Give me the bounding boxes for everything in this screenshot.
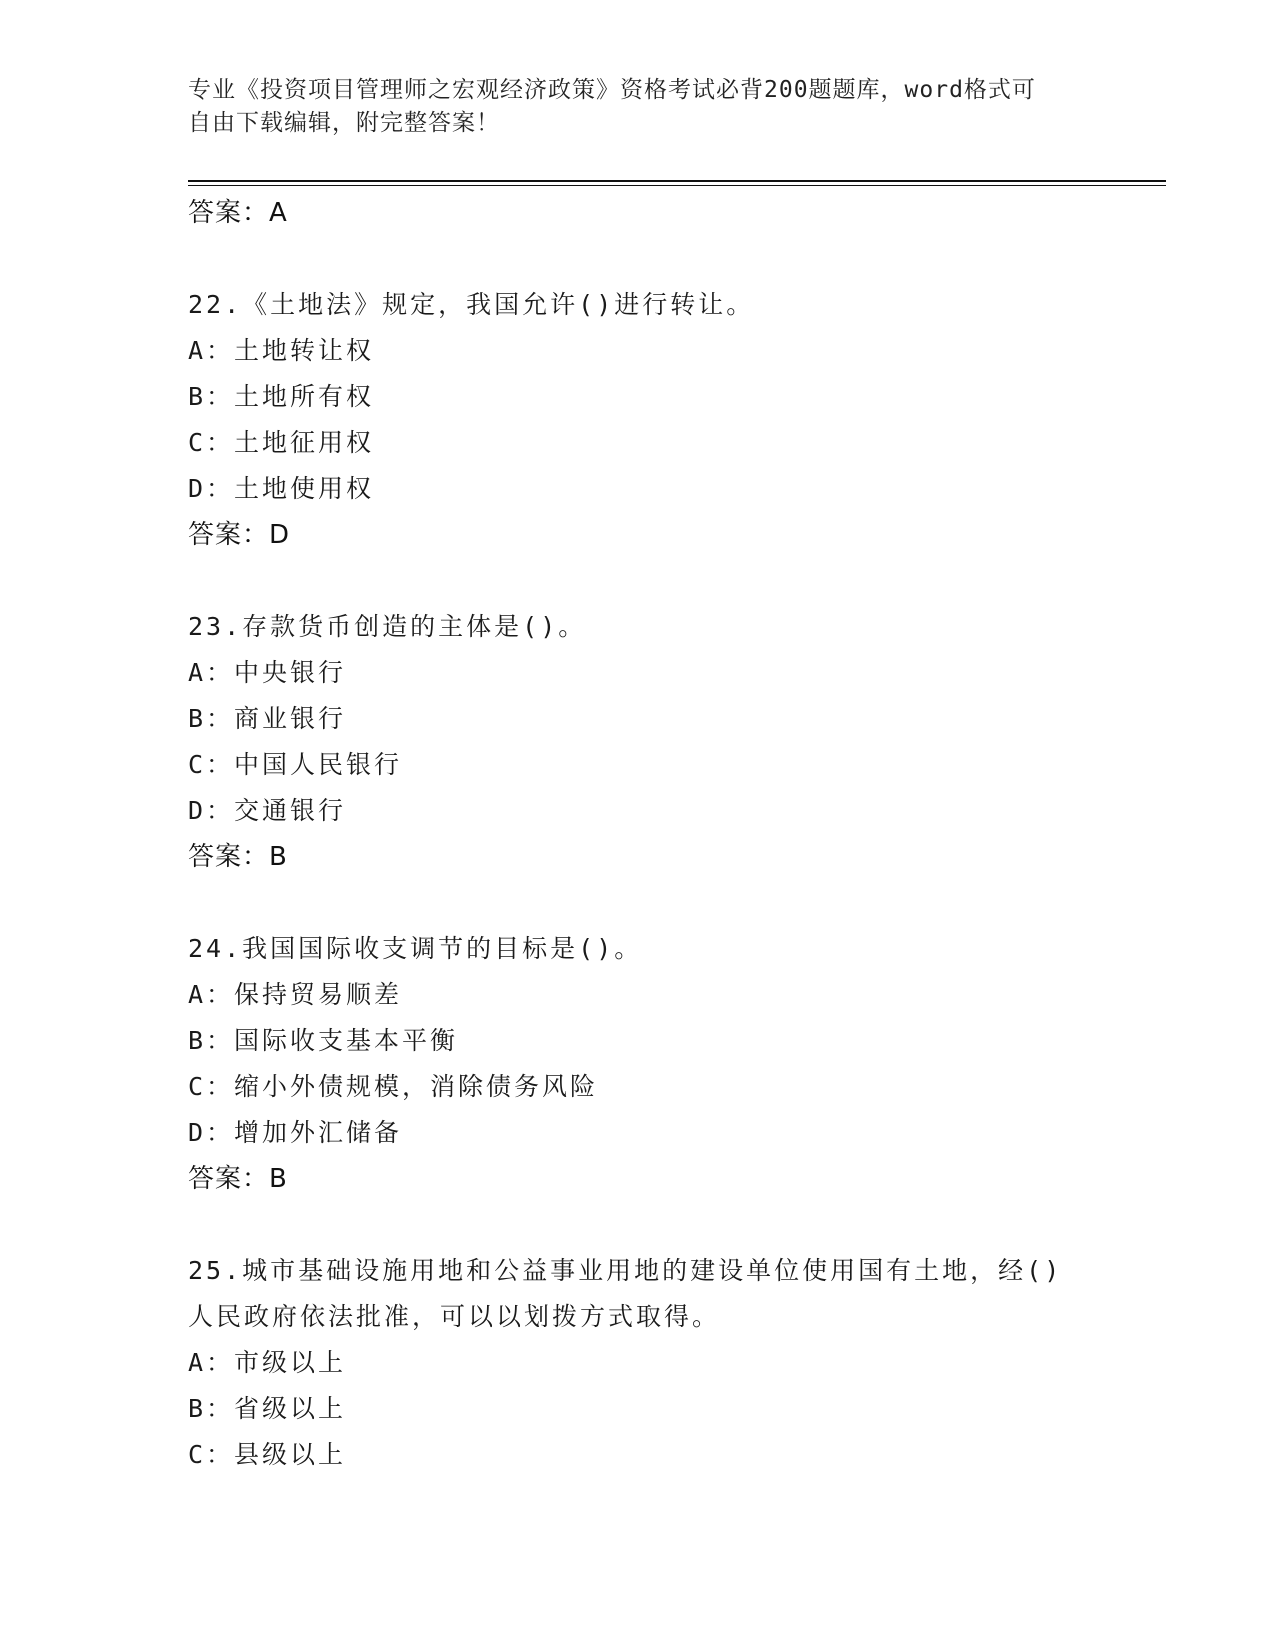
header-divider-thick — [188, 180, 1166, 182]
option-b: B：土地所有权 — [188, 382, 375, 411]
answer-line: 答案：B — [188, 842, 288, 872]
option-d: D：交通银行 — [188, 796, 347, 825]
question-stem: 24.我国国际收支调节的目标是()。 — [188, 934, 643, 963]
option-c: C：中国人民银行 — [188, 750, 403, 779]
document-header — [188, 74, 1068, 140]
question-stem: 23.存款货币创造的主体是()。 — [188, 612, 587, 641]
option-c: C：缩小外债规模，消除债务风险 — [188, 1072, 599, 1101]
option-a: A：市级以上 — [188, 1348, 347, 1377]
header-divider-thin — [188, 185, 1166, 186]
option-b: B：商业银行 — [188, 704, 347, 733]
question-block-23 — [188, 604, 1088, 880]
answer-line: 答案：D — [188, 520, 291, 550]
question-stem: 25.城市基础设施用地和公益事业用地的建设单位使用国有土地，经() — [188, 1256, 1063, 1285]
option-b: B：国际收支基本平衡 — [188, 1026, 459, 1055]
spacer — [188, 558, 1088, 604]
option-d: D：增加外汇储备 — [188, 1118, 403, 1147]
option-a: A：保持贸易顺差 — [188, 980, 403, 1009]
answer-line: 答案：A — [188, 198, 288, 228]
header-line-1: 专业《投资项目管理师之宏观经济政策》资格考试必背200题题库，word格式可 — [188, 77, 1036, 103]
option-c: C：土地征用权 — [188, 428, 375, 457]
question-list — [188, 190, 1088, 1478]
option-a: A：土地转让权 — [188, 336, 375, 365]
option-c: C：县级以上 — [188, 1440, 347, 1469]
question-block-24 — [188, 926, 1088, 1202]
question-stem: 22.《土地法》规定，我国允许()进行转让。 — [188, 290, 755, 319]
spacer — [188, 1202, 1088, 1248]
option-b: B：省级以上 — [188, 1394, 347, 1423]
spacer — [188, 880, 1088, 926]
option-a: A：中央银行 — [188, 658, 347, 687]
question-block-25 — [188, 1248, 1088, 1478]
spacer — [188, 236, 1088, 282]
option-d: D：土地使用权 — [188, 474, 375, 503]
header-line-2: 自由下载编辑，附完整答案！ — [188, 110, 500, 136]
question-block-22 — [188, 282, 1088, 558]
question-stem-continued: 人民政府依法批准，可以以划拨方式取得。 — [188, 1302, 721, 1331]
answer-line: 答案：B — [188, 1164, 288, 1194]
